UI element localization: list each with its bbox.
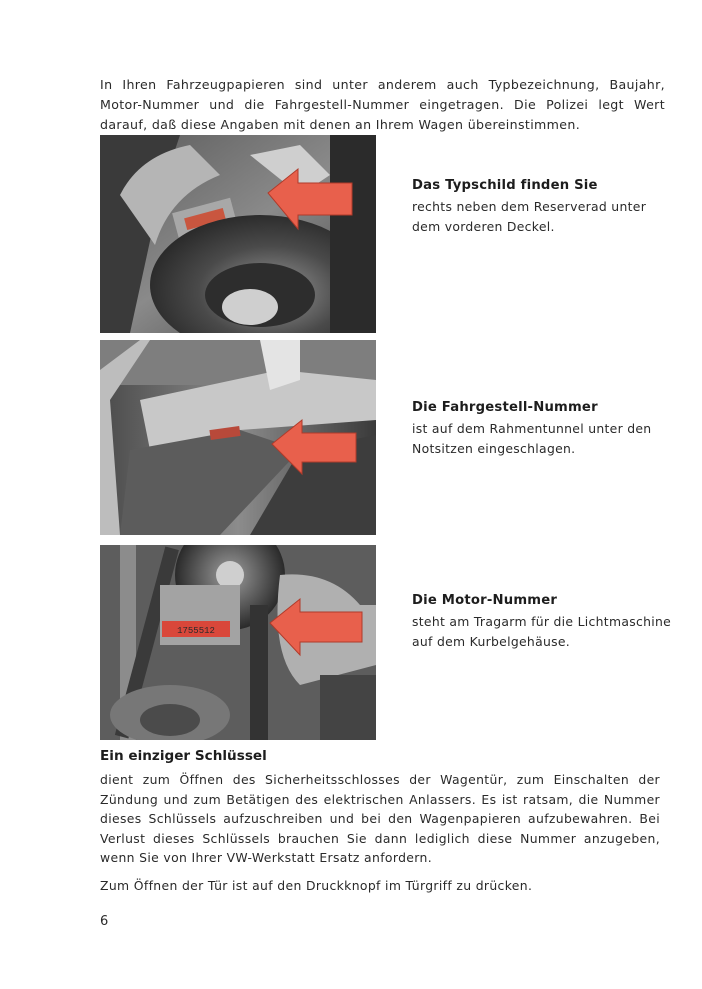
caption-title: Die Fahrgestell-Nummer — [412, 400, 598, 415]
caption-title: Die Motor-Nummer — [412, 593, 558, 608]
key-note: Zum Öffnen der Tür ist auf den Druckknopf im Türgriff zu drücken. — [100, 877, 533, 893]
caption-title: Das Typschild finden Sie — [412, 178, 598, 193]
intro-paragraph: In Ihren Fahrzeugpapieren sind unter anderem auch Typbezeichnung, Baujahr, Motor-Nummer und die Fahrgestell-Nummer eingetragen. Die Polizei legt Wert darauf, daß diese Angaben mit denen an Ihrem Wagen übereinstimmen. — [100, 76, 665, 132]
caption-engine-number — [412, 593, 672, 651]
photo-chassis-number — [100, 340, 376, 535]
key-title: Ein einziger Schlüssel — [100, 748, 267, 764]
key-section — [100, 748, 660, 896]
caption-text: ist auf dem Rahmentunnel unter den Notsitzen eingeschlagen. — [412, 421, 652, 456]
photo-engine-number — [100, 545, 376, 740]
page-number: 6 — [100, 914, 109, 929]
caption-text: rechts neben dem Reserverad unter dem vorderen Deckel. — [412, 199, 647, 234]
caption-type-plate — [412, 178, 672, 236]
key-text: dient zum Öffnen des Sicherheitsschlosses der Wagentür, zum Einschalten der Zündung und zum Betätigen des elektrischen Anlassers. Es ist ratsam, die Nummer dieses Schlüssels aufzuschreiben und bei den Wagenpapieren aufzubewahren. Bei Verlust dieses Schlüssels brauchen Sie dann lediglich diese Nummer anzugeben, wenn Sie von Ihrer VW-Werkstatt Ersatz anfordern. — [100, 772, 660, 866]
caption-text: steht am Tragarm für die Lichtmaschine auf dem Kurbelgehäuse. — [412, 614, 672, 649]
photo-type-plate — [100, 135, 376, 333]
caption-chassis-number — [412, 400, 672, 458]
engine-number: 1755512 — [177, 626, 215, 636]
